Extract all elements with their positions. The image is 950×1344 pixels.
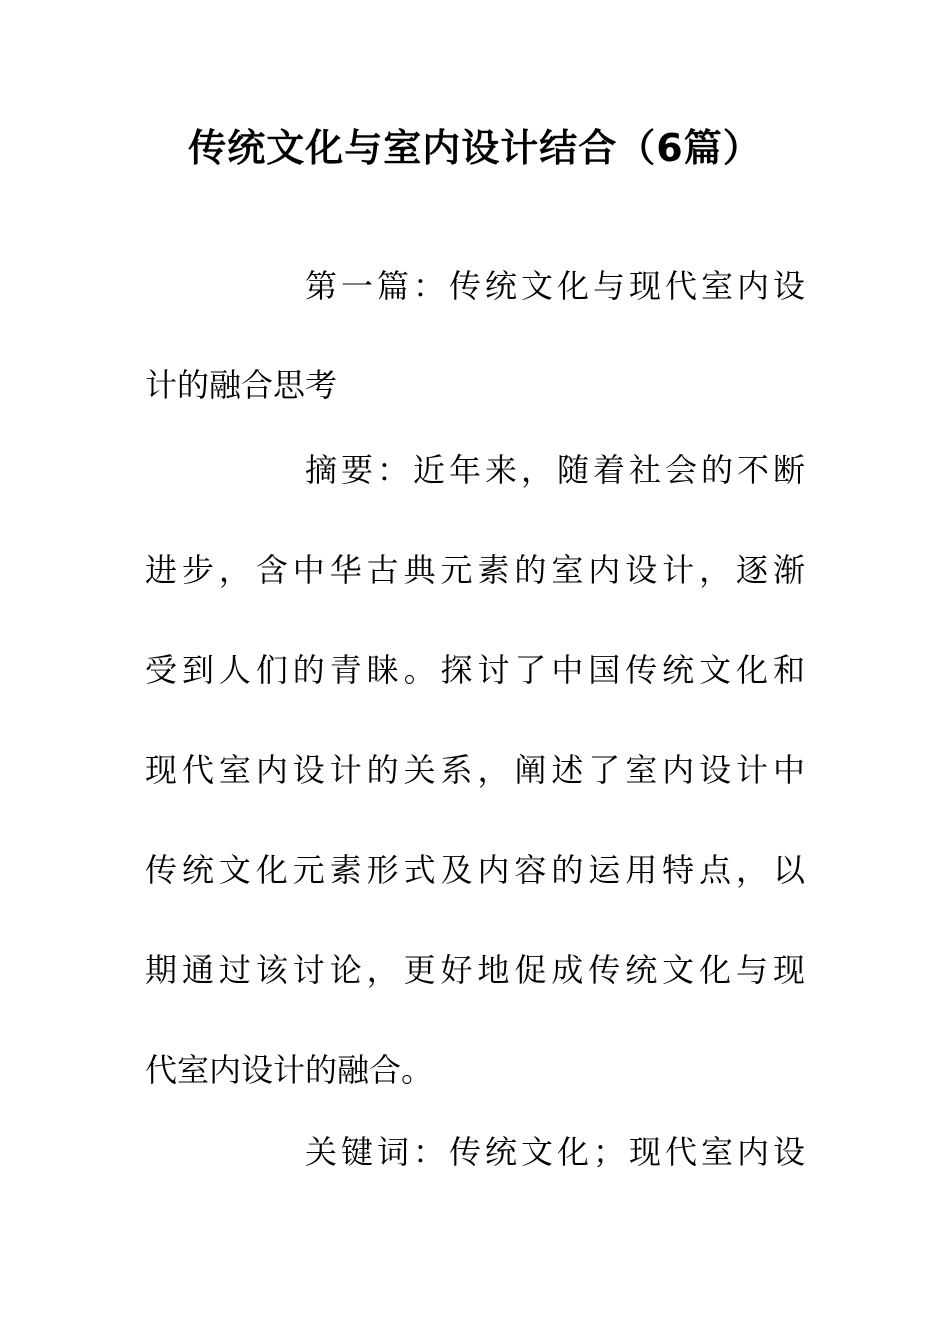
abstract-line-6: 期通过该讨论，更好地促成传统文化与现 <box>145 951 805 989</box>
abstract-line-4: 现代室内设计的关系，阐述了室内设计中 <box>145 751 805 789</box>
abstract-line-1: 摘要：近年来，随着社会的不断 <box>305 451 805 489</box>
keywords-line-1: 关键词：传统文化；现代室内设 <box>305 1133 805 1171</box>
document-title: 传统文化与室内设计结合（6篇） <box>188 126 762 170</box>
abstract-line-3: 受到人们的青睐。探讨了中国传统文化和 <box>145 651 805 689</box>
abstract-line-2: 进步，含中华古典元素的室内设计，逐渐 <box>145 551 805 589</box>
section-heading-line-1: 第一篇：传统文化与现代室内设 <box>305 267 805 305</box>
abstract-line-5: 传统文化元素形式及内容的运用特点，以 <box>145 851 805 889</box>
section-heading-line-2: 计的融合思考 <box>145 366 338 404</box>
abstract-line-7: 代室内设计的融合。 <box>145 1051 434 1089</box>
